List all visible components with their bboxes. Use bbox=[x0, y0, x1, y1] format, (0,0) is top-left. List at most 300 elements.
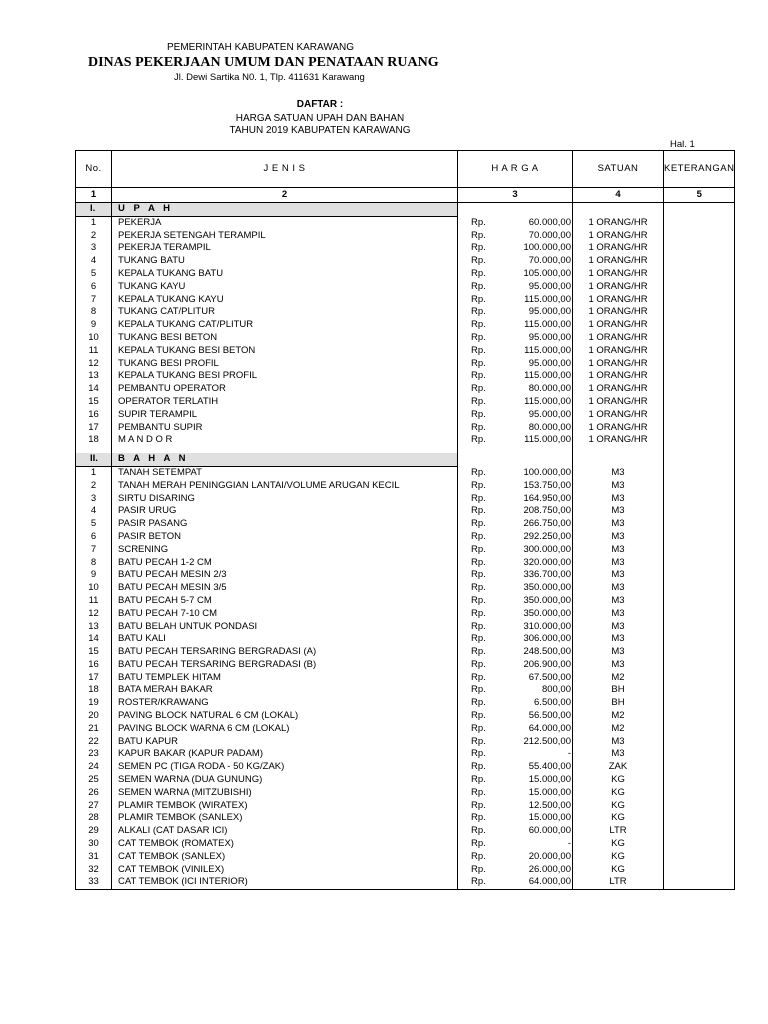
column-number-row bbox=[76, 188, 735, 203]
item-price: 300.000,00 bbox=[501, 544, 573, 557]
item-name: TUKANG BESI PROFIL bbox=[112, 358, 458, 371]
item-price: 336.700,00 bbox=[501, 569, 573, 582]
item-price: 60.000,00 bbox=[501, 216, 573, 229]
currency-label: Rp. bbox=[471, 344, 486, 356]
row-number: 2 bbox=[76, 230, 112, 243]
currency-label: Rp. bbox=[471, 543, 486, 555]
empty-cell bbox=[501, 203, 573, 217]
row-number: 1 bbox=[76, 466, 112, 479]
item-unit: M3 bbox=[573, 646, 664, 659]
row-number: 10 bbox=[76, 582, 112, 595]
row-number: 3 bbox=[76, 493, 112, 506]
item-unit: KG bbox=[573, 851, 664, 864]
item-name: PASIR BETON bbox=[112, 531, 458, 544]
item-name: TUKANG BATU bbox=[112, 255, 458, 268]
item-note bbox=[664, 825, 735, 838]
row-number: 12 bbox=[76, 358, 112, 371]
currency-label: Rp. bbox=[471, 812, 486, 824]
currency-label: Rp. bbox=[471, 607, 486, 619]
currency-label: Rp. bbox=[471, 786, 486, 798]
item-note bbox=[664, 216, 735, 229]
row-number: 7 bbox=[76, 544, 112, 557]
item-note bbox=[664, 422, 735, 435]
item-name: BATU KALI bbox=[112, 633, 458, 646]
item-name: KEPALA TUKANG BESI BETON bbox=[112, 345, 458, 358]
row-number: 9 bbox=[76, 569, 112, 582]
currency-label: Rp. bbox=[471, 697, 486, 709]
header-keterangan: KETERANGAN bbox=[664, 151, 735, 188]
item-note bbox=[664, 697, 735, 710]
row-number: 13 bbox=[76, 621, 112, 634]
row-number: 14 bbox=[76, 383, 112, 396]
table-row bbox=[76, 505, 735, 518]
row-number: 23 bbox=[76, 748, 112, 761]
item-name: TANAH SETEMPAT bbox=[112, 466, 458, 479]
row-number: 11 bbox=[76, 345, 112, 358]
table-row bbox=[76, 409, 735, 422]
item-price: 306.000,00 bbox=[501, 633, 573, 646]
currency-label: Rp. bbox=[471, 267, 486, 279]
item-unit: M3 bbox=[573, 466, 664, 479]
item-name: TUKANG CAT/PLITUR bbox=[112, 306, 458, 319]
item-unit: M3 bbox=[573, 621, 664, 634]
item-unit: 1 ORANG/HR bbox=[573, 294, 664, 307]
item-name: BATU BELAH UNTUK PONDASI bbox=[112, 621, 458, 634]
row-number: 10 bbox=[76, 332, 112, 345]
table-row bbox=[76, 544, 735, 557]
item-price: 350.000,00 bbox=[501, 582, 573, 595]
currency-label: Rp. bbox=[471, 582, 486, 594]
item-note bbox=[664, 659, 735, 672]
item-note bbox=[664, 370, 735, 383]
item-price: 115.000,00 bbox=[501, 319, 573, 332]
item-price: 95.000,00 bbox=[501, 358, 573, 371]
item-price: 80.000,00 bbox=[501, 422, 573, 435]
item-name: BATA MERAH BAKAR bbox=[112, 684, 458, 697]
item-unit: M3 bbox=[573, 582, 664, 595]
item-note bbox=[664, 434, 735, 447]
item-unit: 1 ORANG/HR bbox=[573, 396, 664, 409]
item-unit: M3 bbox=[573, 569, 664, 582]
item-note bbox=[664, 505, 735, 518]
item-price: 15.000,00 bbox=[501, 774, 573, 787]
currency-label: Rp. bbox=[471, 556, 486, 568]
item-unit: M3 bbox=[573, 608, 664, 621]
item-price: 248.500,00 bbox=[501, 646, 573, 659]
item-note bbox=[664, 646, 735, 659]
item-price: 115.000,00 bbox=[501, 345, 573, 358]
item-name: SEMEN PC (TIGA RODA - 50 KG/ZAK) bbox=[112, 761, 458, 774]
empty-cell bbox=[458, 203, 502, 217]
row-number: 5 bbox=[76, 268, 112, 281]
item-price: 70.000,00 bbox=[501, 230, 573, 243]
row-number: 5 bbox=[76, 518, 112, 531]
item-unit: 1 ORANG/HR bbox=[573, 332, 664, 345]
row-number: 29 bbox=[76, 825, 112, 838]
item-unit: M3 bbox=[573, 518, 664, 531]
item-unit: 1 ORANG/HR bbox=[573, 434, 664, 447]
currency-label: Rp. bbox=[471, 408, 486, 420]
table-row bbox=[76, 723, 735, 736]
currency-label: Rp. bbox=[471, 530, 486, 542]
row-number: 26 bbox=[76, 787, 112, 800]
item-note bbox=[664, 710, 735, 723]
row-number: 32 bbox=[76, 864, 112, 877]
empty-cell bbox=[664, 453, 735, 466]
item-unit: M3 bbox=[573, 480, 664, 493]
item-name: CAT TEMBOK (ROMATEX) bbox=[112, 838, 458, 851]
item-unit: M3 bbox=[573, 748, 664, 761]
item-name: PLAMIR TEMBOK (SANLEX) bbox=[112, 812, 458, 825]
table-row bbox=[76, 864, 735, 877]
currency-label: Rp. bbox=[471, 684, 486, 696]
currency-label: Rp. bbox=[471, 216, 486, 228]
empty-cell bbox=[458, 453, 502, 466]
item-price: 67.500,00 bbox=[501, 672, 573, 685]
table-row bbox=[76, 710, 735, 723]
empty-cell bbox=[573, 453, 664, 466]
col-number: 1 bbox=[76, 188, 112, 203]
item-unit: M3 bbox=[573, 544, 664, 557]
item-unit: KG bbox=[573, 787, 664, 800]
table-row bbox=[76, 370, 735, 383]
item-unit: M2 bbox=[573, 672, 664, 685]
item-unit: M2 bbox=[573, 710, 664, 723]
item-price: 95.000,00 bbox=[501, 306, 573, 319]
table-row bbox=[76, 812, 735, 825]
section-header-row bbox=[76, 453, 735, 466]
item-price: 15.000,00 bbox=[501, 787, 573, 800]
item-unit: KG bbox=[573, 838, 664, 851]
item-unit: 1 ORANG/HR bbox=[573, 268, 664, 281]
currency-label: Rp. bbox=[471, 505, 486, 517]
table-row bbox=[76, 684, 735, 697]
currency-label: Rp. bbox=[471, 255, 486, 267]
item-price: 164.950,00 bbox=[501, 493, 573, 506]
table-row bbox=[76, 345, 735, 358]
item-name: BATU PECAH MESIN 2/3 bbox=[112, 569, 458, 582]
item-price: 70.000,00 bbox=[501, 255, 573, 268]
item-note bbox=[664, 255, 735, 268]
table-row bbox=[76, 595, 735, 608]
item-unit: M3 bbox=[573, 736, 664, 749]
item-note bbox=[664, 294, 735, 307]
item-price: 206.900,00 bbox=[501, 659, 573, 672]
table-row bbox=[76, 281, 735, 294]
item-name: ROSTER/KRAWANG bbox=[112, 697, 458, 710]
item-name: BATU PECAH TERSARING BERGRADASI (A) bbox=[112, 646, 458, 659]
item-unit: ZAK bbox=[573, 761, 664, 774]
currency-label: Rp. bbox=[471, 242, 486, 254]
table-row bbox=[76, 319, 735, 332]
table-row bbox=[76, 787, 735, 800]
item-price: 60.000,00 bbox=[501, 825, 573, 838]
table-row bbox=[76, 876, 735, 889]
table-row bbox=[76, 531, 735, 544]
section-header-row bbox=[76, 203, 735, 217]
item-price: 12.500,00 bbox=[501, 800, 573, 813]
col-number: 5 bbox=[664, 188, 735, 203]
item-note bbox=[664, 396, 735, 409]
item-unit: BH bbox=[573, 684, 664, 697]
item-price: 212.500,00 bbox=[501, 736, 573, 749]
item-unit: M2 bbox=[573, 723, 664, 736]
item-note bbox=[664, 518, 735, 531]
item-name: OPERATOR TERLATIH bbox=[112, 396, 458, 409]
item-name: BATU KAPUR bbox=[112, 736, 458, 749]
item-note bbox=[664, 409, 735, 422]
row-number: 7 bbox=[76, 294, 112, 307]
currency-label: Rp. bbox=[471, 229, 486, 241]
table-row bbox=[76, 557, 735, 570]
col-number: 3 bbox=[458, 188, 573, 203]
table-header-row bbox=[76, 151, 735, 188]
list-subtitle: TAHUN 2019 KABUPATEN KARAWANG bbox=[229, 125, 411, 136]
item-note bbox=[664, 319, 735, 332]
item-price: 105.000,00 bbox=[501, 268, 573, 281]
item-unit: 1 ORANG/HR bbox=[573, 281, 664, 294]
currency-label: Rp. bbox=[471, 850, 486, 862]
item-name: BATU PECAH MESIN 3/5 bbox=[112, 582, 458, 595]
row-number: 2 bbox=[76, 480, 112, 493]
item-name: TANAH MERAH PENINGGIAN LANTAI/VOLUME ARUGAN KECIL bbox=[112, 480, 458, 493]
item-name: SEMEN WARNA (MITZUBISHI) bbox=[112, 787, 458, 800]
table-row bbox=[76, 268, 735, 281]
price-table bbox=[75, 150, 735, 890]
row-number: 6 bbox=[76, 531, 112, 544]
item-price: 208.750,00 bbox=[501, 505, 573, 518]
item-unit: M3 bbox=[573, 595, 664, 608]
item-unit: M3 bbox=[573, 493, 664, 506]
currency-label: Rp. bbox=[458, 876, 502, 889]
row-number: 16 bbox=[76, 659, 112, 672]
item-note bbox=[664, 544, 735, 557]
item-price: 800,00 bbox=[501, 684, 573, 697]
currency-label: Rp. bbox=[471, 466, 486, 478]
currency-label: Rp. bbox=[471, 383, 486, 395]
item-note bbox=[664, 306, 735, 319]
table-row bbox=[76, 633, 735, 646]
table-row bbox=[76, 358, 735, 371]
currency-label: Rp. bbox=[471, 671, 486, 683]
item-note bbox=[664, 466, 735, 479]
row-number: 28 bbox=[76, 812, 112, 825]
currency-label: Rp. bbox=[471, 710, 486, 722]
row-number: 19 bbox=[76, 697, 112, 710]
currency-label: Rp. bbox=[471, 280, 486, 292]
currency-label: Rp. bbox=[471, 357, 486, 369]
item-price: 100.000,00 bbox=[501, 466, 573, 479]
row-number: 18 bbox=[76, 434, 112, 447]
section-code: II. bbox=[76, 453, 112, 466]
list-heading: DAFTAR : bbox=[296, 99, 344, 110]
item-note bbox=[664, 230, 735, 243]
table-row bbox=[76, 306, 735, 319]
item-unit: M3 bbox=[573, 531, 664, 544]
header-satuan: SATUAN bbox=[573, 151, 664, 188]
table-row bbox=[76, 230, 735, 243]
row-number: 11 bbox=[76, 595, 112, 608]
item-price: 350.000,00 bbox=[501, 608, 573, 621]
item-note bbox=[664, 569, 735, 582]
item-name: KEPALA TUKANG BATU bbox=[112, 268, 458, 281]
item-unit: LTR bbox=[573, 825, 664, 838]
item-unit: 1 ORANG/HR bbox=[573, 409, 664, 422]
item-name: BATU PECAH TERSARING BERGRADASI (B) bbox=[112, 659, 458, 672]
item-price: - bbox=[501, 748, 573, 761]
item-name: PEKERJA bbox=[112, 216, 458, 229]
item-unit: M3 bbox=[573, 505, 664, 518]
item-name: KEPALA TUKANG CAT/PLITUR bbox=[112, 319, 458, 332]
header-jenis: J E N I S bbox=[112, 151, 458, 188]
row-number: 14 bbox=[76, 633, 112, 646]
item-unit: M3 bbox=[573, 557, 664, 570]
currency-label: Rp. bbox=[471, 722, 486, 734]
item-note bbox=[664, 748, 735, 761]
item-price: 80.000,00 bbox=[501, 383, 573, 396]
table-row bbox=[76, 255, 735, 268]
item-price: 350.000,00 bbox=[501, 595, 573, 608]
item-name: CAT TEMBOK (VINILEX) bbox=[112, 864, 458, 877]
item-price: 115.000,00 bbox=[501, 396, 573, 409]
item-name: KEPALA TUKANG KAYU bbox=[112, 294, 458, 307]
table-row bbox=[76, 659, 735, 672]
item-unit: 1 ORANG/HR bbox=[573, 242, 664, 255]
table-row bbox=[76, 569, 735, 582]
header-harga: H A R G A bbox=[458, 151, 573, 188]
item-name: PEMBANTU OPERATOR bbox=[112, 383, 458, 396]
item-price: 56.500,00 bbox=[501, 710, 573, 723]
item-name: CAT TEMBOK (ICI INTERIOR) bbox=[112, 876, 458, 889]
item-note bbox=[664, 838, 735, 851]
row-number: 3 bbox=[76, 242, 112, 255]
item-price: 64.000,00 bbox=[501, 723, 573, 736]
currency-label: Rp. bbox=[471, 370, 486, 382]
row-number: 24 bbox=[76, 761, 112, 774]
row-number: 15 bbox=[76, 646, 112, 659]
table-row bbox=[76, 672, 735, 685]
item-unit: 1 ORANG/HR bbox=[573, 230, 664, 243]
empty-cell bbox=[573, 203, 664, 217]
currency-label: Rp. bbox=[471, 658, 486, 670]
item-name: M A N D O R bbox=[112, 434, 458, 447]
item-name: CAT TEMBOK (SANLEX) bbox=[112, 851, 458, 864]
item-note bbox=[664, 787, 735, 800]
table-row bbox=[76, 383, 735, 396]
row-number: 1 bbox=[76, 216, 112, 229]
currency-label: Rp. bbox=[471, 306, 486, 318]
item-price: 64.000,00 bbox=[501, 876, 573, 889]
table-row bbox=[76, 434, 735, 447]
table-row bbox=[76, 825, 735, 838]
item-name: PASIR PASANG bbox=[112, 518, 458, 531]
currency-label: Rp. bbox=[471, 569, 486, 581]
col-number: 4 bbox=[573, 188, 664, 203]
item-unit: LTR bbox=[573, 876, 664, 889]
item-unit: 1 ORANG/HR bbox=[573, 255, 664, 268]
row-number: 8 bbox=[76, 557, 112, 570]
empty-cell bbox=[664, 203, 735, 217]
currency-label: Rp. bbox=[471, 331, 486, 343]
item-unit: KG bbox=[573, 812, 664, 825]
item-name: TUKANG BESI BETON bbox=[112, 332, 458, 345]
item-unit: 1 ORANG/HR bbox=[573, 370, 664, 383]
currency-label: Rp. bbox=[471, 395, 486, 407]
table-row bbox=[76, 800, 735, 813]
currency-label: Rp. bbox=[471, 761, 486, 773]
item-unit: BH bbox=[573, 697, 664, 710]
table-row bbox=[76, 736, 735, 749]
empty-cell bbox=[501, 453, 573, 466]
row-number: 9 bbox=[76, 319, 112, 332]
row-number: 13 bbox=[76, 370, 112, 383]
table-row bbox=[76, 608, 735, 621]
item-price: 115.000,00 bbox=[501, 434, 573, 447]
item-name: SEMEN WARNA (DUA GUNUNG) bbox=[112, 774, 458, 787]
item-price: 310.000,00 bbox=[501, 621, 573, 634]
section-code: I. bbox=[76, 203, 112, 217]
item-price: 26.000,00 bbox=[501, 864, 573, 877]
currency-label: Rp. bbox=[471, 319, 486, 331]
item-name: PAVING BLOCK WARNA 6 CM (LOKAL) bbox=[112, 723, 458, 736]
row-number: 17 bbox=[76, 672, 112, 685]
item-note bbox=[664, 608, 735, 621]
table-row bbox=[76, 332, 735, 345]
item-price: 55.400,00 bbox=[501, 761, 573, 774]
currency-label: Rp. bbox=[471, 492, 486, 504]
item-price: 100.000,00 bbox=[501, 242, 573, 255]
item-price: 115.000,00 bbox=[501, 370, 573, 383]
item-price: 95.000,00 bbox=[501, 281, 573, 294]
item-unit: M3 bbox=[573, 659, 664, 672]
item-unit: KG bbox=[573, 800, 664, 813]
item-note bbox=[664, 876, 735, 889]
item-name: BATU PECAH 5-7 CM bbox=[112, 595, 458, 608]
table-row bbox=[76, 216, 735, 229]
item-unit: 1 ORANG/HR bbox=[573, 306, 664, 319]
table-row bbox=[76, 774, 735, 787]
table-row bbox=[76, 294, 735, 307]
row-number: 21 bbox=[76, 723, 112, 736]
item-note bbox=[664, 672, 735, 685]
table-row bbox=[76, 493, 735, 506]
table-row bbox=[76, 242, 735, 255]
table-row bbox=[76, 480, 735, 493]
header-no: No. bbox=[76, 151, 112, 188]
item-name: TUKANG KAYU bbox=[112, 281, 458, 294]
page-number: Hal. 1 bbox=[670, 139, 695, 150]
row-number: 17 bbox=[76, 422, 112, 435]
currency-label: Rp. bbox=[471, 518, 486, 530]
list-title: HARGA SATUAN UPAH DAN BAHAN bbox=[235, 113, 405, 124]
item-price: 266.750,00 bbox=[501, 518, 573, 531]
row-number: 15 bbox=[76, 396, 112, 409]
item-note bbox=[664, 268, 735, 281]
item-note bbox=[664, 684, 735, 697]
item-name: BATU PECAH 1-2 CM bbox=[112, 557, 458, 570]
row-number: 8 bbox=[76, 306, 112, 319]
table-row bbox=[76, 466, 735, 479]
item-price: 320.000,00 bbox=[501, 557, 573, 570]
table-row bbox=[76, 851, 735, 864]
item-note bbox=[664, 557, 735, 570]
item-note bbox=[664, 812, 735, 825]
item-unit: 1 ORANG/HR bbox=[573, 422, 664, 435]
item-unit: 1 ORANG/HR bbox=[573, 345, 664, 358]
table-row bbox=[76, 838, 735, 851]
item-note bbox=[664, 774, 735, 787]
table-row bbox=[76, 518, 735, 531]
